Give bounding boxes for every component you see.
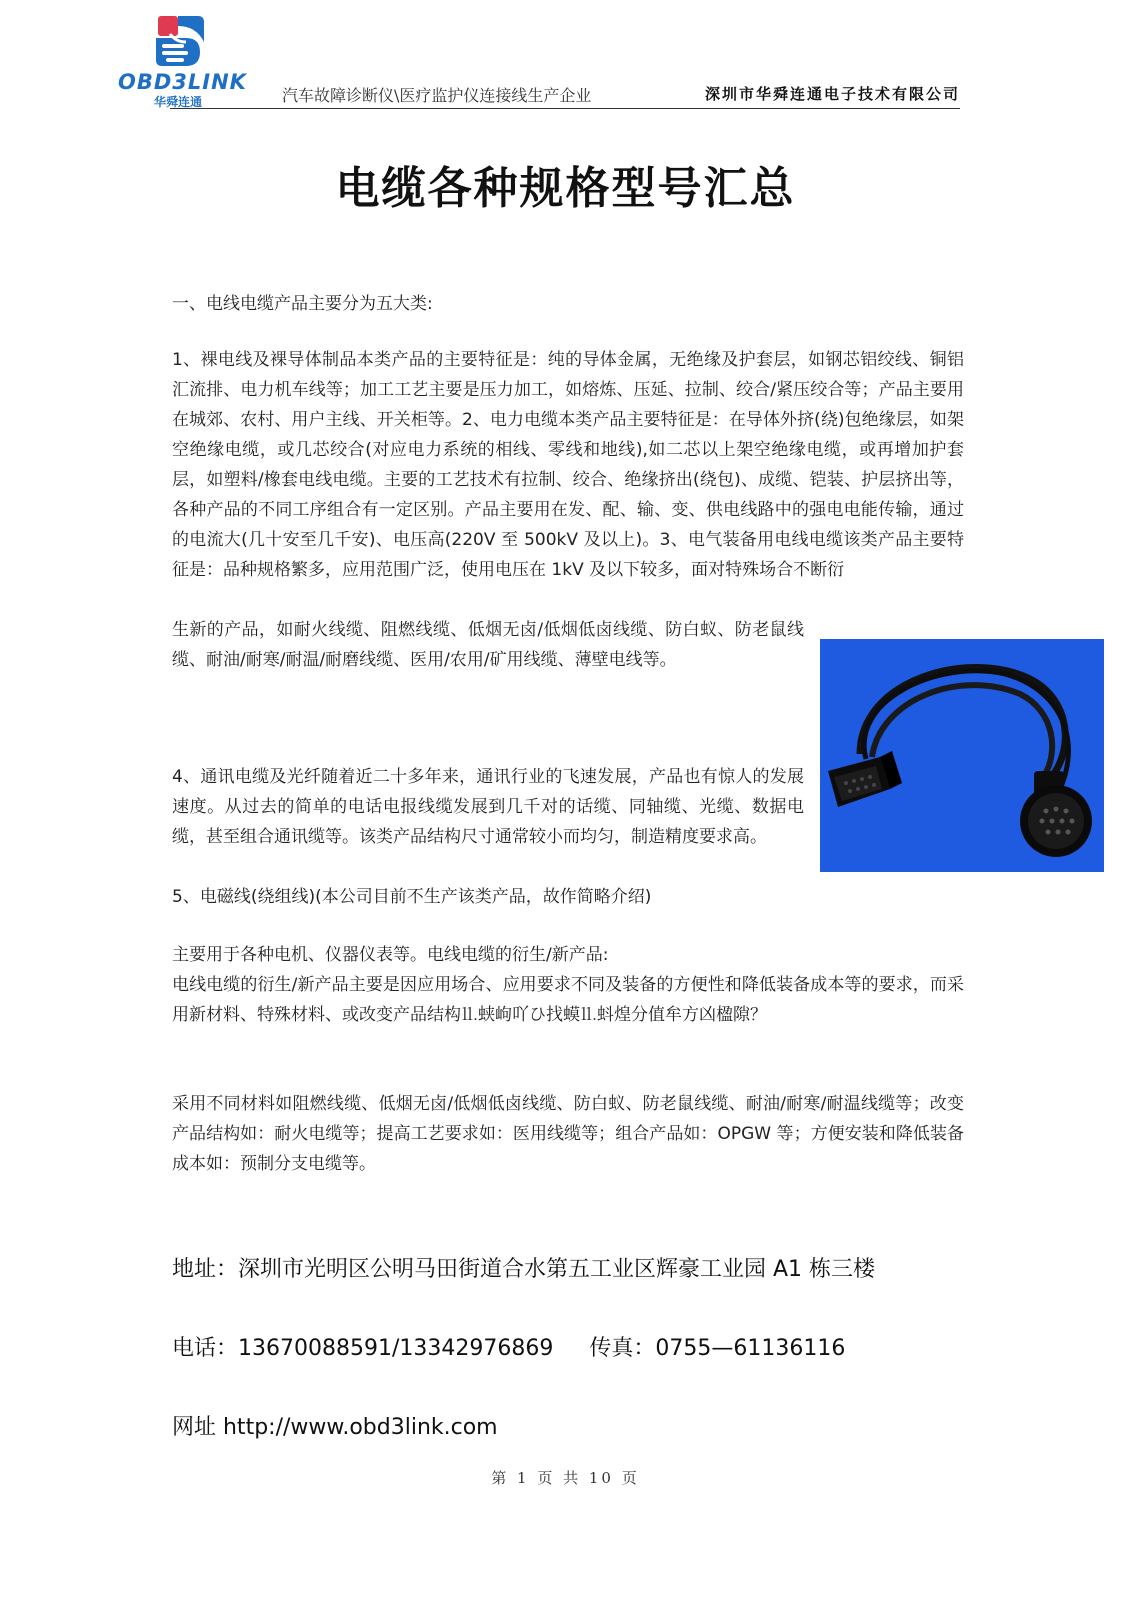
obd-cable-photo <box>820 639 1104 872</box>
header-divider <box>170 108 960 109</box>
logo-subtitle: 华舜连通 <box>153 95 202 109</box>
section-heading: 一、电线电缆产品主要分为五大类: <box>172 294 433 314</box>
header-tagline: 汽车故障诊断仪\医疗监护仪连接线生产企业 <box>282 86 592 105</box>
contact-fax: 传真：0755—61136116 <box>589 1336 846 1361</box>
header-company-name: 深圳市华舜连通电子技术有限公司 <box>704 85 960 103</box>
paragraph-materials: 采用不同材料如阻燃线缆、低烟无卤/低烟低卤线缆、防白蚁、防老鼠线缆、耐油/耐寒/耐温线缆等；改变产品结构如：耐火电缆等；提高工艺要求如：医用线缆等；组合产品如：OPGW 等；方便安装和降低装备成本如：预制分支电缆等。 <box>172 1094 964 1174</box>
paragraph-categories: 1、裸电线及裸导体制品本类产品的主要特征是：纯的导体金属，无绝缘及护套层，如钢芯铝绞线、铜铝汇流排、电力机车线等；加工工艺主要是压力加工，如熔炼、压延、拉制、绞合/紧压绞合等；产品主要用在城郊、农村、用户主线、开关柜等。2、电力电缆本类产品主要特征是：在导体外挤(绕)包绝缘层，如架空绝缘电缆，或几芯绞合(对应电力系统的相线、零线和地线),如二芯以上架空绝缘电缆，或再增加护套层，如塑料/橡套电线电缆。主要的工艺技术有拉制、绞合、绝缘挤出(绕包)、成缆、铠装、护层挤出等，各种产品的不同工序组合有一定区别。产品主要用在发、配、输、变、供电线路中的强电电能传输，通过的电流大(几十安至几千安)、电压高(220V 至 500kV 及以上)。3、电气装备用电线电缆该类产品主要特征是：品种规格繁多，应用范围广泛，使用电压在 1kV 及以下较多，面对特殊场合不断衍 <box>172 350 964 580</box>
paragraph-telecom-cable: 4、通讯电缆及光纤随着近二十多年来，通讯行业的飞速发展，产品也有惊人的发展速度。从过去的简单的电话电报线缆发展到几千对的话缆、同轴缆、光缆、数据电缆，甚至组合通讯缆等。该类产品结构尺寸通常较小而均匀，制造精度要求高。 <box>172 767 804 847</box>
paragraph-categories-continued: 生新的产品，如耐火线缆、阻燃线缆、低烟无卤/低烟低卤线缆、防白蚁、防老鼠线缆、耐油/耐寒/耐温/耐磨线缆、医用/农用/矿用线缆、薄壁电线等。 <box>172 620 804 670</box>
contact-line <box>172 1331 845 1362</box>
contact-phone: 电话：13670088591/13342976869 <box>172 1336 554 1361</box>
obd3link-logo-icon <box>152 16 204 68</box>
page-number: 第 1 页 共 10 页 <box>491 1469 640 1487</box>
company-logo <box>118 14 247 110</box>
paragraph-derived-products: 主要用于各种电机、仪器仪表等。电线电缆的衍生/新产品: 电线电缆的衍生/新产品主要是因应用场合、应用要求不同及装备的方便性和降低装备成本等的要求，而采用新材料、特殊材料、或改变产品结构⒒蛱岣吖ひ找蟆⒒蚪煌分值牟方凶楹隙？ <box>172 945 964 1025</box>
paragraph-magnet-wire: 5、电磁线(绕组线)(本公司目前不生产该类产品，故作简略介绍) <box>172 887 652 907</box>
product-photo <box>820 639 1104 872</box>
logo-name: OBD3LINK <box>118 70 247 94</box>
contact-website[interactable]: 网址 http://www.obd3link.com <box>172 1415 498 1440</box>
page-title: 电缆各种规格型号汇总 <box>335 163 796 214</box>
contact-address: 地址：深圳市光明区公明马田街道合水第五工业区辉豪工业园 A1 栋三楼 <box>172 1257 876 1282</box>
